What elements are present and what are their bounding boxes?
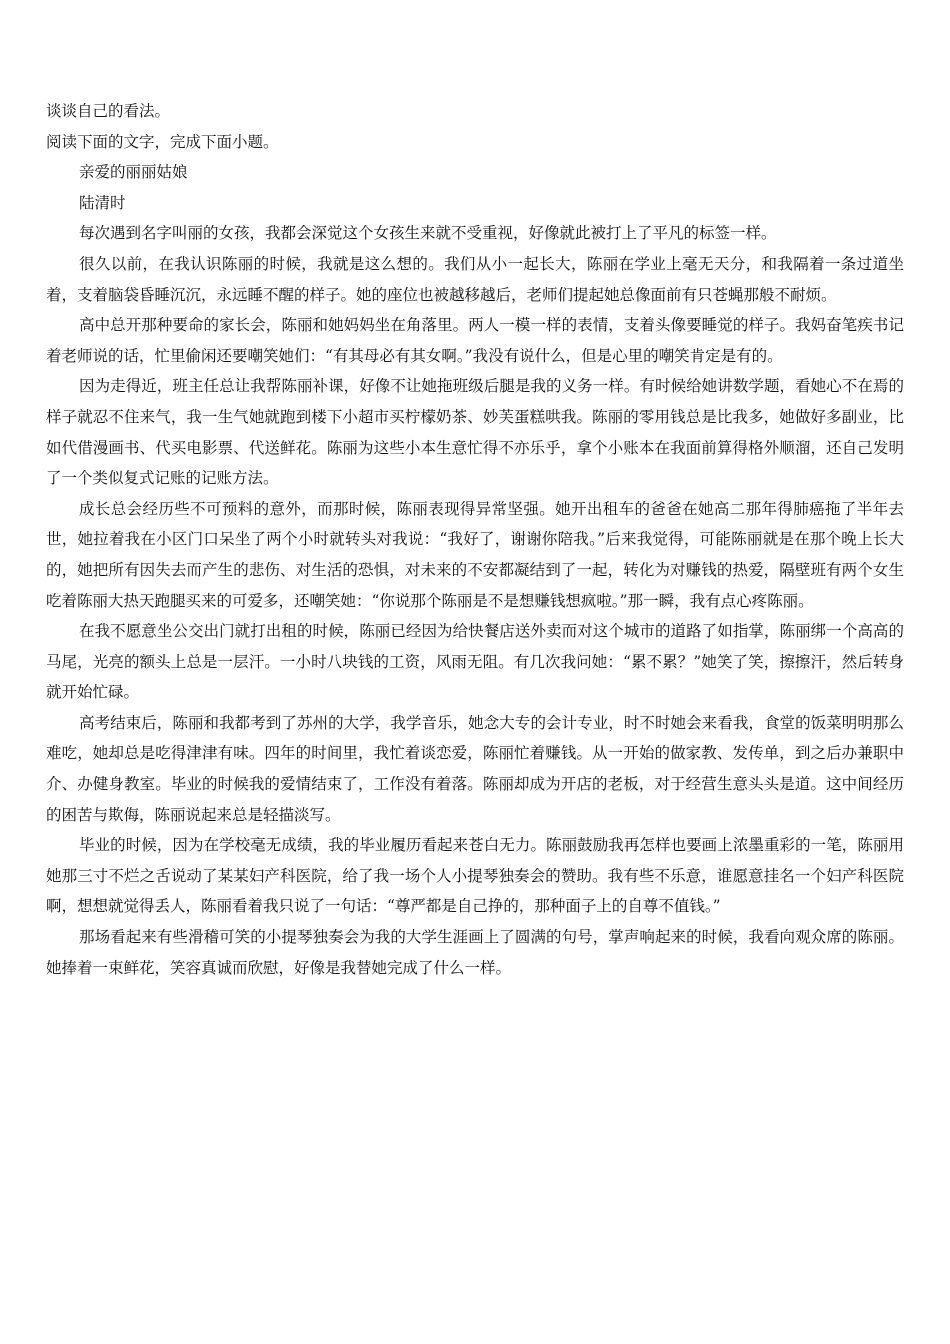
paragraph: 成长总会经历些不可预料的意外，而那时候，陈丽表现得异常坚强。她开出租车的爸爸在她高二那年得肺癌拖了半年去世，她拉着我在小区门口呆坐了两个小时就转头对我说：“我好了，谢谢你陪我。”后来我觉得，可能陈丽就是在那个晚上长大的，她把所有因失去而产生的悲伤、对生活的恐惧，对未来的不安都凝结到了一起，转化为对赚钱的热爱，隔壁班有两个女生吃着陈丽大热天跑腿买来的可爱多，还嘲笑她：“你说那个陈丽是不是想赚钱想疯啦。”那一瞬，我有点心疼陈丽。 — [46, 499, 904, 610]
intro-instruction-1: 谈谈自己的看法。 — [46, 102, 171, 120]
article-author: 陆清时 — [79, 193, 126, 212]
paragraph: 那场看起来有些滑稽可笑的小提琴独奏会为我的大学生涯画上了圆满的句号，掌声响起来的时候，我看向观众席的陈丽。她捧着一束鲜花，笑容真诚而欣慰，好像是我替她完成了什么一样。 — [46, 928, 904, 977]
paragraph: 高考结束后，陈丽和我都考到了苏州的大学，我学音乐，她念大专的会计专业，时不时她会来看我，食堂的饭菜明明那么难吃，她却总是吃得津津有味。四年的时间里，我忙着谈恋爱，陈丽忙着赚钱。从一开始的做家教、发传单，到之后办兼职中介、办健身教室。毕业的时候我的爱情结束了，工作没有着落。陈丽却成为开店的老板，对于经营生意头头是道。这中间经历的困苦与欺侮，陈丽说起来总是轻描淡写。 — [46, 713, 904, 824]
document-body — [46, 96, 904, 983]
paragraph: 每次遇到名字叫丽的女孩，我都会深觉这个女孩生来就不受重视，好像就此被打上了平凡的标签一样。 — [79, 224, 777, 243]
paragraph: 很久以前，在我认识陈丽的时候，我就是这么想的。我们从小一起长大，陈丽在学业上毫无天分，和我隔着一条过道坐着，支着脑袋昏睡沉沉，永远睡不醒的样子。她的座位也被越移越后，老师们提起她总像面前有只苍蝇那般不耐烦。 — [46, 254, 904, 304]
paragraph: 因为走得近，班主任总让我帮陈丽补课，好像不让她拖班级后腿是我的义务一样。有时候给她讲数学题，看她心不在焉的样子就忍不住来气，我一生气她就跑到楼下小超市买柠檬奶茶、妙芙蛋糕哄我。陈丽的零用钱总是比我多，她做好多副业，比如代借漫画书、代买电影票、代送鲜花。陈丽为这些小本生意忙得不亦乐乎，拿个小账本在我面前算得格外顺溜，还自己发明了一个类似复式记账的记账方法。 — [46, 377, 904, 488]
paragraph: 在我不愿意坐公交出门就打出租的时候，陈丽已经因为给快餐店送外卖而对这个城市的道路了如指掌，陈丽绑一个高高的马尾，光亮的额头上总是一层汗。一小时八块钱的工资，风雨无阻。有几次我问她：“累不累？”她笑了笑，擦擦汗，然后转身就开始忙碌。 — [46, 622, 904, 702]
article-title: 亲爱的丽丽姑娘 — [79, 163, 188, 182]
intro-instruction-2: 阅读下面的文字，完成下面小题。 — [46, 132, 279, 151]
paragraph: 毕业的时候，因为在学校毫无成绩，我的毕业履历看起来苍白无力。陈丽鼓励我再怎样也要画上浓墨重彩的一笔，陈丽用她那三寸不烂之舌说动了某某妇产科医院，给了我一场个人小提琴独奏会的赞助。我有些不乐意，谁愿意挂名一个妇产科医院啊，想想就觉得丢人，陈丽看着我只说了一句话：“尊严都是自己挣的，那种面子上的自尊不值钱。” — [46, 836, 904, 916]
paragraph: 高中总开那种要命的家长会，陈丽和她妈妈坐在角落里。两人一模一样的表情，支着头像要睡觉的样子。我妈奋笔疾书记着老师说的话，忙里偷闲还要嘲笑她们：“有其母必有其女啊。”我没有说什么，但是心里的嘲笑肯定是有的。 — [46, 316, 904, 365]
